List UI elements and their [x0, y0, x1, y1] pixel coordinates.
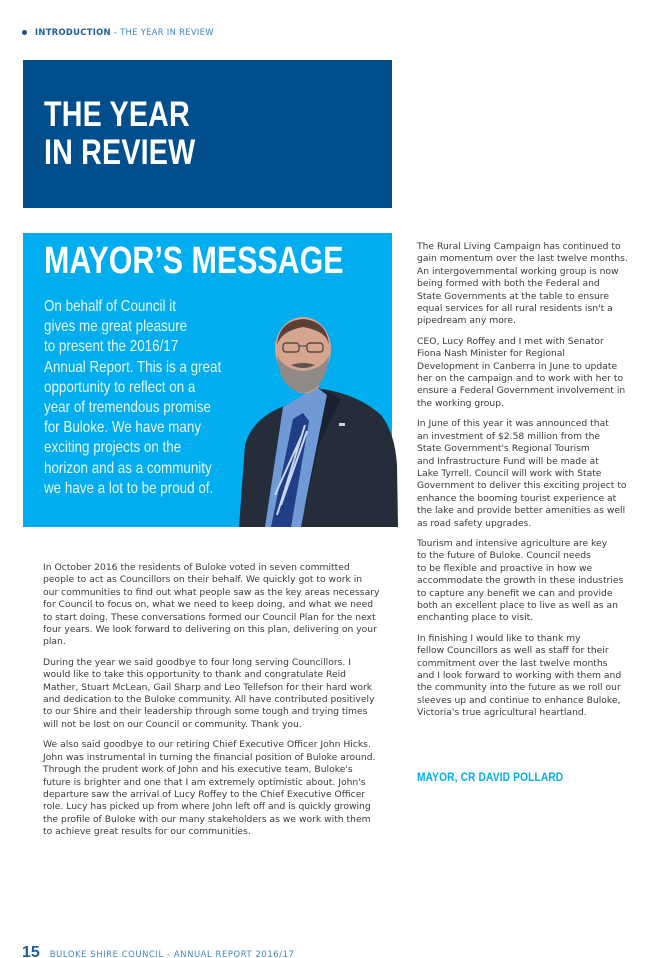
text-line: the lake and provide better amenities as well	[417, 505, 626, 517]
text-line: departure saw the arrival of Lucy Roffey to the Chief Executive Officer	[43, 788, 366, 800]
right-column-body	[417, 241, 637, 728]
text-line: the working group.	[417, 397, 504, 409]
text-line: would like to take this opportunity to thank and congratulate Reid	[43, 669, 346, 681]
text-line: our communities to find out what people saw as the key areas necessary	[43, 586, 380, 598]
text-line: to start doing. These conversations formed our Council Plan for the next	[43, 611, 376, 623]
title-line-1: THE YEAR	[44, 95, 190, 134]
text-line: Tourism and intensive agriculture are key	[417, 537, 608, 549]
paragraph-election	[43, 562, 388, 649]
intro-line: we have a lot to be proud of.	[44, 479, 214, 497]
text-line: to the future of Buloke. Council needs	[417, 550, 591, 562]
paragraph-tourism	[417, 538, 637, 625]
mayors-message-panel	[23, 233, 392, 527]
mayor-portrait-photo	[231, 315, 398, 527]
mayor-signature: MAYOR, CR DAVID POLLARD	[417, 772, 564, 784]
text-line: four years. We look forward to delivering on this plan, delivering on your	[43, 624, 377, 636]
paragraph-ceo	[43, 739, 388, 838]
text-line: gain momentum over the last twelve months.	[417, 253, 628, 265]
text-line: equal services for all rural residents isn't a	[417, 303, 613, 315]
page-number: 15	[22, 944, 40, 958]
intro-line: for Buloke. We have many	[44, 419, 202, 437]
text-line: ensure a Federal Government involvement in	[417, 385, 626, 397]
title-line-2: IN REVIEW	[44, 133, 196, 172]
paragraph-rural-living	[417, 241, 637, 328]
text-line: State Government's Regional Tourism	[417, 443, 590, 455]
text-line: Government to deliver this exciting project to	[417, 480, 627, 492]
text-line: In finishing I would like to thank my	[417, 632, 581, 644]
text-line: for Council to focus on, what we need to keep doing, and what we need	[43, 599, 374, 611]
left-column-body	[43, 562, 388, 847]
text-line: role. Lucy has picked up from where John left off and is quickly growing	[43, 801, 371, 813]
text-line: In October 2016 the residents of Buloke voted in seven committed	[43, 562, 350, 573]
paragraph-finishing	[417, 633, 637, 720]
text-line: pipedream any more.	[417, 315, 516, 327]
intro-line: opportunity to reflect on a	[44, 378, 196, 396]
text-line: accommodate the growth in these industries	[417, 575, 624, 587]
page-title	[44, 96, 195, 172]
intro-line: year of tremendous promise	[44, 399, 211, 417]
text-line: being formed with both the Federal and	[417, 278, 600, 290]
text-line: The Rural Living Campaign has continued to	[417, 241, 621, 252]
text-line: enhance the booming tourist experience at	[417, 492, 617, 504]
text-line: During the year we said goodbye to four long serving Councillors. I	[43, 656, 351, 668]
intro-line: Annual Report. This is a great	[44, 358, 222, 376]
text-line: an investment of $2.58 million from the	[417, 430, 601, 442]
breadcrumb-section: INTRODUCTION	[35, 27, 111, 37]
breadcrumb-separator: -	[110, 27, 121, 37]
text-line: Mather, Stuart McLean, Gail Sharp and Leo Tellefson for their hard work	[43, 681, 373, 693]
intro-line: horizon and as a community	[44, 459, 212, 477]
text-line: John was instrumental in turning the financial position of Buloke around.	[43, 751, 376, 763]
text-line: plan.	[43, 636, 66, 648]
text-line: and Infrastructure Fund will be made at	[417, 455, 599, 467]
text-line: Fiona Nash Minister for Regional	[417, 348, 565, 360]
mayors-message-intro	[44, 297, 242, 499]
text-line: will not be lost on our Council or community. Thank you.	[43, 718, 302, 730]
text-line: the community into the future as we roll our	[417, 682, 621, 694]
paragraph-lake-tyrrell	[417, 418, 637, 530]
text-line: CEO, Lucy Roffey and I met with Senator	[417, 335, 604, 347]
text-line: enchanting place to visit.	[417, 612, 534, 624]
text-line: future is brighter and one that I am extremely optimistic about. John's	[43, 776, 366, 788]
text-line: Victoria's true agricultural heartland.	[417, 707, 587, 719]
text-line: to achieve great results for our communities.	[43, 826, 251, 838]
breadcrumb-page: THE YEAR IN REVIEW	[120, 27, 214, 37]
intro-line: exciting projects on the	[44, 439, 182, 457]
text-line: and I look forward to working with them and	[417, 670, 622, 681]
text-line: An intergovernmental working group is now	[417, 265, 619, 277]
text-line: In June of this year it was announced that	[417, 418, 609, 430]
text-line: Development in Canberra in June to update	[417, 360, 618, 372]
footer-text: BULOKE SHIRE COUNCIL - ANNUAL REPORT 2016/17	[49, 949, 295, 958]
text-line: her on the campaign and to work with her to	[417, 373, 624, 385]
page-footer	[22, 944, 294, 958]
text-line: Lake Tyrrell. Council will work with State	[417, 467, 602, 479]
text-line: sleeves up and continue to enhance Buloke,	[417, 694, 621, 706]
paragraph-councillors	[43, 657, 388, 731]
text-line: and dedication to the Buloke community. All have contributed positively	[43, 694, 375, 706]
text-line: We also said goodbye to our retiring Chief Executive Officer John Hicks.	[43, 739, 371, 751]
text-line: fellow Councillors as well as staff for their	[417, 645, 609, 657]
text-line: the profile of Buloke with our many stakeholders as we work with them	[43, 813, 371, 825]
text-line: to capture any benefit we can and provide	[417, 587, 613, 599]
text-line: as road safety upgrades.	[417, 517, 532, 529]
text-line: both an excellent place to live as well as an	[417, 599, 618, 611]
text-line: commitment over the last twelve months	[417, 657, 608, 669]
text-line: to be flexible and proactive in how we	[417, 562, 593, 574]
text-line: Through the prudent work of John and his executive team, Buloke's	[43, 764, 353, 776]
mayors-message-title: MAYOR’S MESSAGE	[44, 240, 344, 282]
paragraph-senator-meeting	[417, 336, 637, 410]
intro-line: On behalf of Council it	[44, 298, 176, 315]
text-line: to our Shire and their leadership through some tough and trying times	[43, 706, 368, 718]
breadcrumb	[22, 27, 214, 37]
bullet-icon	[22, 30, 27, 35]
year-in-review-banner	[23, 60, 392, 208]
text-line: State Governments at the table to ensure	[417, 290, 610, 302]
text-line: people to act as Councillors on their behalf. We quickly got to work in	[43, 574, 363, 586]
intro-line: to present the 2016/17	[44, 338, 179, 356]
intro-line: gives me great pleasure	[44, 318, 188, 336]
